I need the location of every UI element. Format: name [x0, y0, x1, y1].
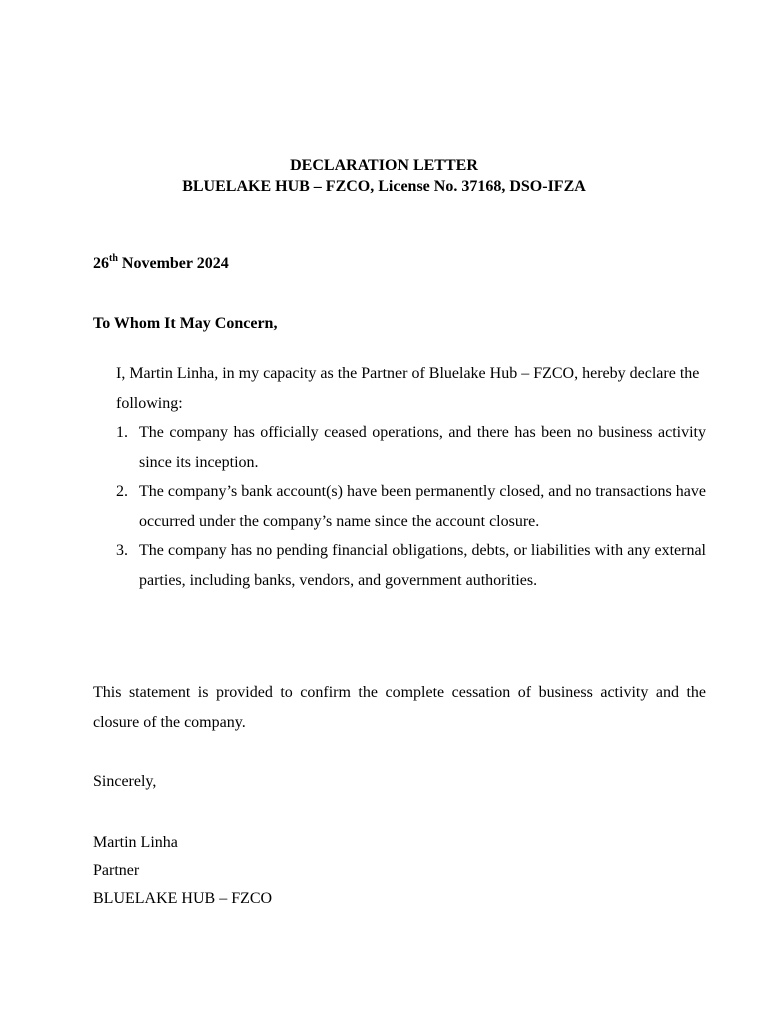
signatory-name: Martin Linha [93, 834, 178, 851]
date-month-year: November 2024 [117, 255, 229, 272]
letter-subtitle: BLUELAKE HUB – FZCO, License No. 37168, DSO-IFZA [182, 178, 586, 195]
date-day: 26 [93, 255, 109, 272]
letter-date [93, 253, 229, 274]
signatory-role: Partner [93, 862, 140, 879]
sign-off: Sincerely, [93, 773, 157, 790]
list-item-text: The company has no pending financial obligations, debts, or liabilities with any external parties, including banks, vendors, and government authorities. [139, 542, 706, 589]
list-item [93, 418, 706, 477]
list-item-number: 3. [116, 542, 128, 559]
signature-block [93, 829, 272, 913]
intro-paragraph: I, Martin Linha, in my capacity as the Partner of Bluelake Hub – FZCO, hereby declare the following: [116, 365, 700, 412]
list-item [93, 477, 706, 536]
letter-title: DECLARATION LETTER [290, 157, 478, 174]
date-suffix: th [109, 252, 118, 264]
declaration-list [93, 418, 706, 595]
list-item-number: 2. [116, 483, 128, 500]
closing-paragraph: This statement is provided to confirm the complete cessation of business activity and the closure of the company. [93, 684, 706, 731]
signatory-company: BLUELAKE HUB – FZCO [93, 890, 273, 907]
list-item [93, 536, 706, 595]
list-item-text: The company’s bank account(s) have been permanently closed, and no transactions have occurred under the company’s name since the account closure. [139, 483, 706, 530]
list-item-number: 1. [116, 424, 128, 441]
salutation: To Whom It May Concern, [93, 315, 278, 332]
list-item-text: The company has officially ceased operations, and there has been no business activity since its inception. [139, 424, 706, 471]
letter-heading [0, 155, 768, 197]
